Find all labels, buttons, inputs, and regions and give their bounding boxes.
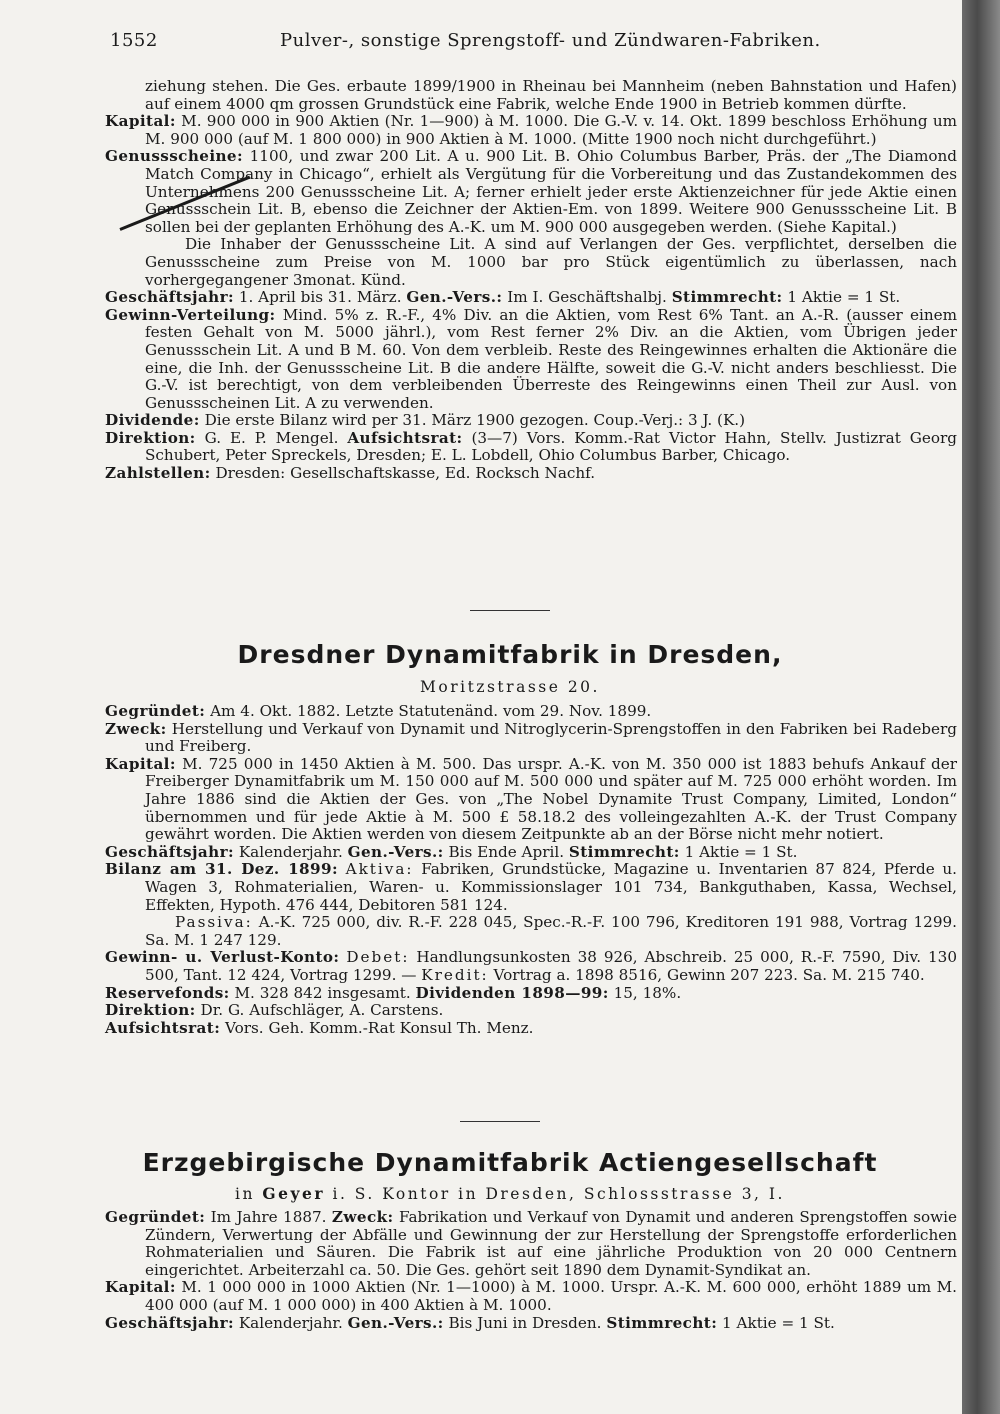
erzgeb-gegr-label: Gegründet:	[105, 1208, 206, 1226]
dresdner-address: Moritzstrasse 20.	[420, 678, 600, 696]
prev-ar-text: (3—7) Vors. Komm.-Rat Victor Hahn, Stellv. Justizrat Georg Schubert, Peter Spreckels, Dresden; E. L. Lobdell, Ohio Columbus Barber, Chicago.	[145, 428, 958, 465]
prev-kapital-label: Kapital:	[105, 112, 176, 131]
erzgeb-sub-pre: in	[235, 1185, 255, 1203]
dresdner-bilanz-label: Bilanz am 31. Dez. 1899:	[105, 860, 338, 879]
dresdner-gj-text: Kalenderjahr.	[238, 842, 343, 861]
running-title: Pulver-, sonstige Sprengstoff- und Zündwaren-Fabriken.	[280, 30, 821, 51]
dresdner-aufsichtsrat	[105, 1020, 957, 1038]
dresdner-aktiva-text: Fabriken, Grundstücke, Magazine u. Inventarien 87 824, Pferde u. Wagen 3, Rohmaterialien, Waren- u. Kommissionslager 101 734, Bankguthaben, Kassa, Wechsel, Effekten, Hypoth. 476 444, Debitoren 581 124.	[145, 860, 957, 914]
dresdner-gegr-text: Am 4. Okt. 1882. Letzte Statutenänd. vom 29. Nov. 1899.	[210, 702, 652, 720]
prev-dividende	[105, 412, 957, 430]
dresdner-kredit-label: Kredit:	[421, 965, 489, 984]
dresdner-debet-text: Handlungsunkosten 38 926, Abschreib. 25 000, R.-F. 7590, Div. 130 500, Tant. 12 424, Vortrag 1299. —	[145, 948, 958, 984]
dresdner-gv-label: Gen.-Vers.:	[347, 842, 444, 861]
prev-genuss-label: Genussscheine:	[105, 147, 244, 166]
dresdner-gegruendet	[105, 703, 957, 721]
prev-zahl-text: Dresden: Gesellschaftskasse, Ed. Rocksch Nachf.	[215, 464, 596, 483]
erzgeb-gv-label: Gen.-Vers.:	[347, 1313, 444, 1332]
prev-gv-text: Im I. Geschäftshalbj.	[507, 288, 667, 307]
prev-gewinn-verteilung	[105, 307, 957, 413]
prev-stimm-text: 1 Aktie = 1 St.	[787, 288, 901, 307]
erzgeb-stimm-text: 1 Aktie = 1 St.	[722, 1313, 835, 1332]
dresdner-divs-text: 15, 18%.	[613, 983, 682, 1002]
dresdner-dir-text: Dr. G. Aufschläger, A. Carstens.	[200, 1001, 444, 1020]
erzgeb-gv-text: Bis Juni in Dresden.	[448, 1313, 602, 1332]
prev-gj-label: Geschäftsjahr:	[105, 288, 234, 307]
erzgeb-sub-post: i. S. Kontor in Dresden, Schlossstrasse 3, I.	[332, 1185, 785, 1203]
prev-div-text: Die erste Bilanz wird per 31. März 1900 gezogen. Coup.-Verj.: 3 J. (K.)	[204, 411, 746, 430]
erzgeb-sub-place: Geyer	[262, 1184, 326, 1203]
dresdner-stimm-label: Stimmrecht:	[568, 842, 680, 861]
prev-dir-label: Direktion:	[105, 428, 196, 447]
erzgeb-kapital-text: M. 1 000 000 in 1000 Aktien (Nr. 1—1000) à M. 1000. Urspr. A.-K. M. 600 000, erhöht 1889 um M. 400 000 (auf M. 1 000 000) in 400 Aktien à M. 1000.	[145, 1278, 958, 1314]
erzgeb-stimm-label: Stimmrecht:	[606, 1313, 718, 1332]
erzgeb-title: Erzgebirgische Dynamitfabrik Actiengesellschaft	[142, 1148, 878, 1177]
prev-kapital-text: M. 900 000 in 900 Aktien (Nr. 1—900) à M. 1000. Die G.-V. v. 14. Okt. 1899 beschloss Erhöhung um M. 900 000 (auf M. 1 800 000) in 900 Aktien à M. 1000. (Mitte 1900 noch nicht durchgeführt.)	[145, 112, 958, 148]
prev-geschaeftsjahr	[105, 289, 957, 307]
erzgeb-geschaeftsjahr	[105, 1315, 957, 1333]
dresdner-ar-text: Vors. Geh. Komm.-Rat Konsul Th. Menz.	[225, 1018, 534, 1037]
dresdner-geschaeftsjahr	[105, 844, 957, 862]
dresdner-title: Dresdner Dynamitfabrik in Dresden,	[237, 640, 783, 669]
dresdner-rf-label: Reservefonds:	[105, 983, 230, 1002]
scan-binding-edge	[962, 0, 1000, 1414]
prev-dir-text: G. E. P. Mengel.	[204, 428, 339, 447]
erzgeb-gj-text: Kalenderjahr.	[238, 1313, 343, 1332]
dresdner-passiva-text: A.-K. 725 000, div. R.-F. 228 045, Spec.-R.-F. 100 796, Kreditoren 191 988, Vortrag 1299. Sa. M. 1 247 129.	[145, 913, 958, 949]
dresdner-zweck-label: Zweck:	[105, 719, 167, 738]
dresdner-bilanz	[105, 861, 957, 914]
page-number: 1552	[110, 30, 158, 51]
prev-genuss-text2: Die Inhaber der Genussscheine Lit. A sind auf Verlangen der Ges. verpflichtet, derselben die Genussscheine zum Preise von M. 1000 bar pro Stück eigentümlich zu überlassen, nach vorhergegangener 3monat. Künd.	[145, 235, 957, 289]
prev-genuss-text: 1100, und zwar 200 Lit. A u. 900 Lit. B. Ohio Columbus Barber, Präs. der „The Diamond Match Company in Chicago“, erhielt als Vergütung für die Vorbereitung und das Zustandekommen des Unternehmens 200 Genussscheine Lit. A; ferner erhielt jeder erste Aktienzeichner für jede Aktie einen Genussschein Lit. B, ebenso die Zeichner der Aktien-Em. von 1899. Weitere 900 Genussscheine Lit. B sollen bei der geplanten Erhöhung des A.-K. um M. 900 000 ausgegeben werden. (Siehe Kapital.)	[145, 147, 958, 236]
prev-direktion	[105, 430, 957, 465]
erzgeb-gegruendet	[105, 1209, 957, 1279]
dresdner-direktion	[105, 1002, 957, 1020]
page-header	[110, 30, 950, 51]
section-divider	[460, 1121, 540, 1122]
erzgeb-gegr-text: Im Jahre 1887.	[210, 1208, 327, 1226]
dresdner-gv-text: Bis Ende April.	[448, 842, 565, 861]
dresdner-passiva-label: Passiva:	[175, 913, 253, 932]
dresdner-rf-text: M. 328 842 insgesamt.	[234, 983, 411, 1002]
prev-gewinn-label: Gewinn-Verteilung:	[105, 305, 276, 324]
dresdner-passiva	[105, 914, 957, 949]
prev-gj-text: 1. April bis 31. März.	[238, 288, 402, 307]
prev-div-label: Dividende:	[105, 411, 200, 430]
dresdner-gj-label: Geschäftsjahr:	[105, 842, 234, 861]
prev-genussscheine	[105, 148, 957, 236]
erzgeb-kapital-label: Kapital:	[105, 1278, 176, 1297]
dresdner-kapital	[105, 756, 957, 844]
prev-stimm-label: Stimmrecht:	[671, 288, 783, 307]
prev-zahl-label: Zahlstellen:	[105, 464, 211, 483]
previous-company-entry	[105, 78, 957, 483]
dresdner-kredit-text: Vortrag a. 1898 8516, Gewinn 207 223. Sa. M. 215 740.	[493, 965, 925, 984]
erzgeb-gj-label: Geschäftsjahr:	[105, 1313, 234, 1332]
dresdner-divs-label: Dividenden 1898—99:	[415, 983, 609, 1002]
dresdner-entry	[105, 703, 957, 1037]
dresdner-dir-label: Direktion:	[105, 1001, 196, 1020]
erzgeb-zweck-text: Fabrikation und Verkauf von Dynamit und anderen Sprengstoffen sowie Zündern, Verwertung der Abfälle und Gewinnung der zur Herstellung der Sprengstoffe erforderlichen Rohmaterialien und Säuren. Die Fabrik ist auf eine jährliche Produktion von 20 000 Centnern eingerichtet. Arbeiterzahl ca. 50. Die Ges. gehört seit 1890 dem Dynamit-Syndikat an.	[145, 1208, 958, 1279]
dresdner-zweck-text: Herstellung und Verkauf von Dynamit und Nitroglycerin-Sprengstoffen in den Fabriken bei Radeberg und Freiberg.	[145, 719, 958, 756]
dresdner-gewinn-verlust	[105, 949, 957, 984]
prev-zahlstellen	[105, 465, 957, 483]
erzgeb-address	[110, 1184, 910, 1203]
dresdner-zweck	[105, 721, 957, 756]
erzgeb-entry	[105, 1209, 957, 1332]
dresdner-kapital-label: Kapital:	[105, 754, 176, 773]
dresdner-ar-label: Aufsichtsrat:	[105, 1018, 221, 1037]
dresdner-guv-label: Gewinn- u. Verlust-Konto:	[105, 948, 340, 967]
prev-intro: ziehung stehen. Die Ges. erbaute 1899/1900 in Rheinau bei Mannheim (neben Bahnstation und Hafen) auf einem 4000 qm grossen Grundstück eine Fabrik, welche Ende 1900 in Betrieb kommen dürfte.	[145, 77, 957, 113]
dresdner-reservefonds	[105, 985, 957, 1003]
dresdner-debet-label: Debet:	[346, 948, 410, 967]
dresdner-kapital-text: M. 725 000 in 1450 Aktien à M. 500. Das urspr. A.-K. von M. 350 000 ist 1883 behufs Ankauf der Freiberger Dynamitfabrik um M. 150 000 auf M. 500 000 und später auf M. 725 000 erhöht worden. Im Jahre 1886 sind die Aktien der Ges. von „The Nobel Dynamite Trust Company, Limited, London“ übernommen und für jede Aktie à M. 500 £ 58.18.2 des volleingezahlten A.-K. der Trust Company gewährt worden. Die Aktien werden von diesem Zeitpunkte ab an der Börse nicht mehr notiert.	[145, 754, 957, 844]
dresdner-aktiva-label: Aktiva:	[345, 860, 414, 879]
erzgeb-kapital	[105, 1279, 957, 1314]
dresdner-stimm-text: 1 Aktie = 1 St.	[684, 842, 798, 861]
prev-kapital	[105, 113, 957, 148]
dresdner-gegr-label: Gegründet:	[105, 702, 206, 720]
erzgeb-zweck-label: Zweck:	[331, 1208, 394, 1226]
section-divider	[470, 610, 550, 611]
prev-gv-label: Gen.-Vers.:	[406, 288, 503, 307]
prev-ar-label: Aufsichtsrat:	[347, 428, 463, 447]
prev-gewinn-text: Mind. 5% z. R.-F., 4% Div. an die Aktien, vom Rest 6% Tant. an A.-R. (ausser einem festen Gehalt von M. 5000 jährl.), vom Rest ferner 2% Div. an die Aktien, vom Übrigen jeder Genussschein Lit. A und B M. 60. Von dem verbleib. Reste des Reingewinnes erhalten die Aktionäre die eine, die Inh. der Genussscheine Lit. B die andere Hälfte, soweit die G.-V. nicht anders beschliesst. Die G.-V. ist berechtigt, von dem verbleibenden Überreste des Reingewinns einen Theil zur Ausl. von Genussscheinen Lit. A zu verwenden.	[145, 305, 958, 412]
